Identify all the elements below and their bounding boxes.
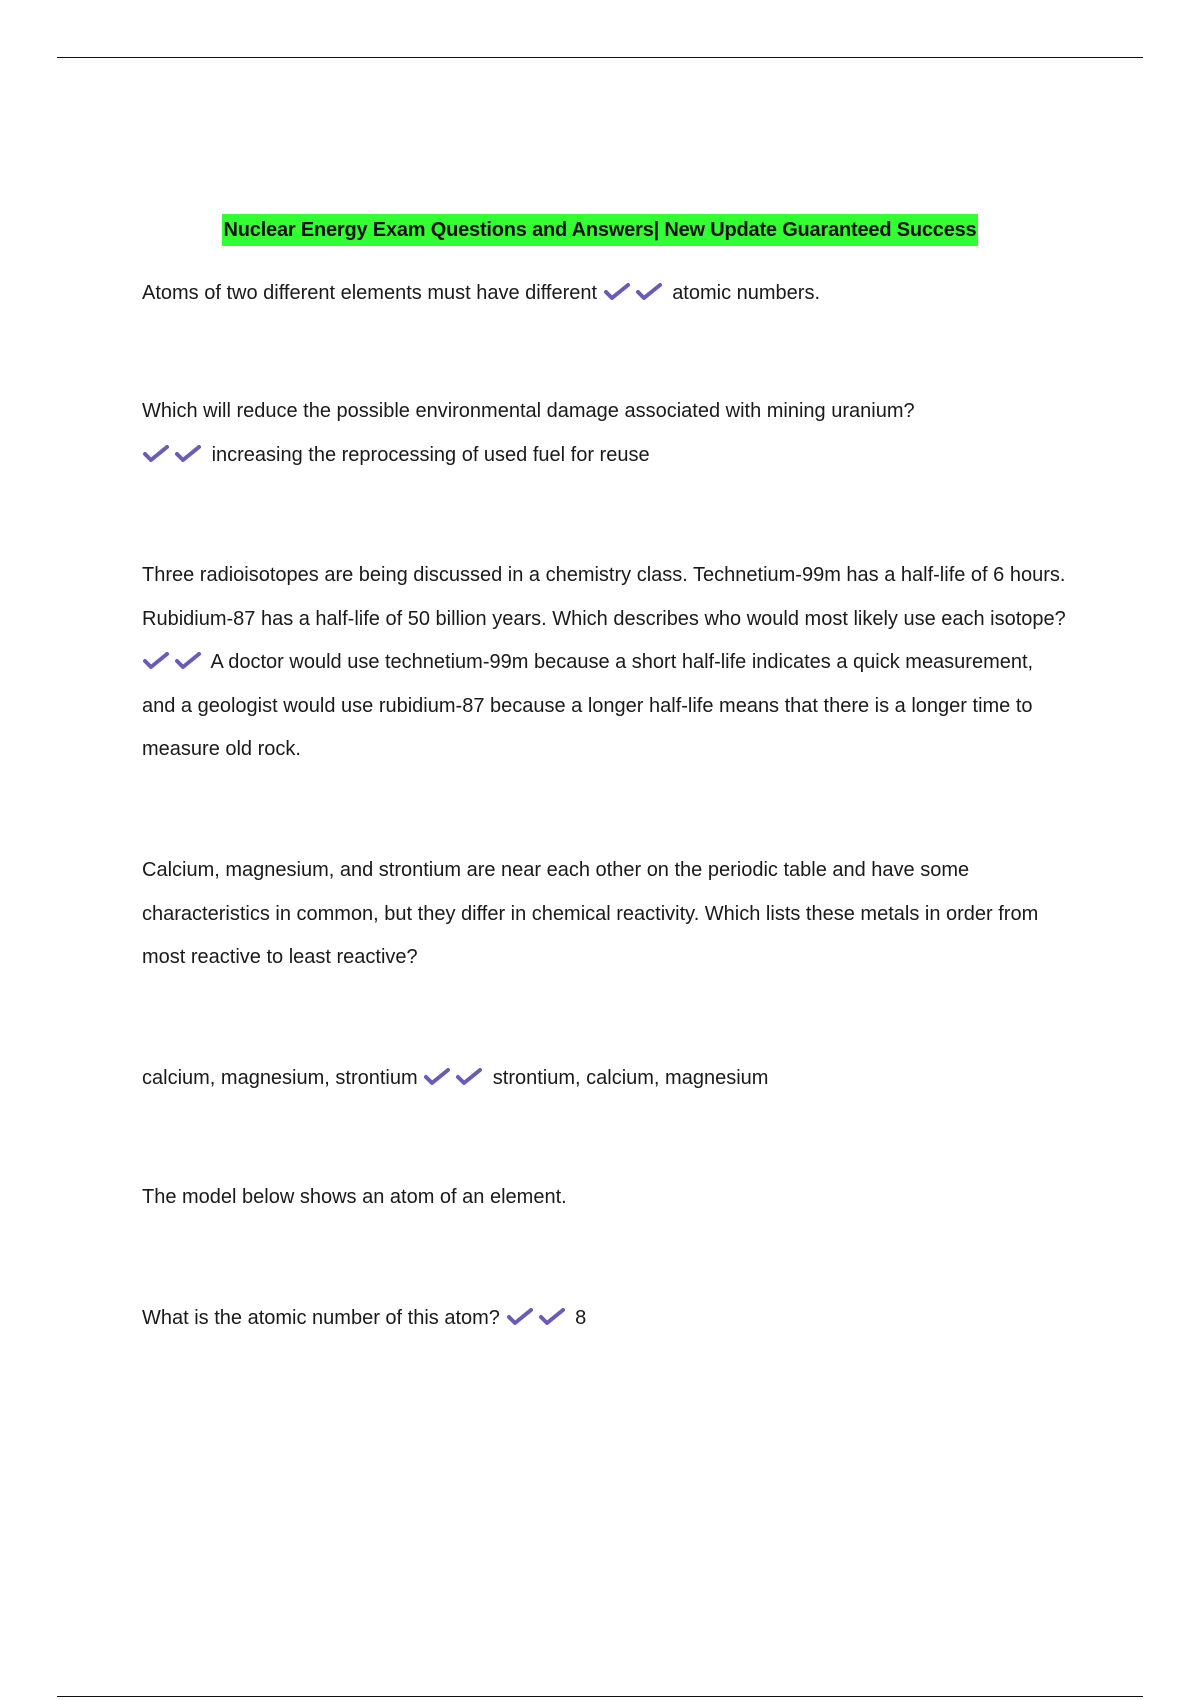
qa-item-4 bbox=[142, 849, 1067, 980]
answer-text: 8 bbox=[575, 1307, 587, 1329]
title-container bbox=[0, 214, 1200, 246]
qa-item-6 bbox=[142, 1176, 1067, 1220]
double-check-icon bbox=[423, 1067, 493, 1089]
double-check-icon bbox=[142, 651, 210, 673]
double-check-icon bbox=[506, 1307, 576, 1329]
footer-rule bbox=[57, 1696, 1143, 1697]
question-text: Atoms of two different elements must have different bbox=[142, 282, 598, 304]
double-check-icon bbox=[142, 444, 212, 466]
question-text: The model below shows an atom of an element. bbox=[142, 1186, 567, 1208]
answer-text: A doctor would use technetium-99m because a short half-life indicates a quick measurement, and a geologist would use rubidium-87 because a longer half-life means that there is a longer time to measure old rock. bbox=[142, 651, 1034, 760]
qa-item-3 bbox=[142, 554, 1067, 772]
answer-text: atomic numbers. bbox=[672, 282, 821, 304]
question-text: Three radioisotopes are being discussed in a chemistry class. Technetium-99m has a half-life of 6 hours. Rubidium-87 has a half-life of 50 billion years. Which describes who would most likely use each isotope? bbox=[142, 564, 1066, 630]
header-rule bbox=[57, 57, 1143, 58]
qa-item-2 bbox=[142, 390, 1067, 477]
qa-item-5 bbox=[142, 1057, 1067, 1101]
qa-item-1 bbox=[142, 272, 1067, 316]
question-text: Which will reduce the possible environmental damage associated with mining uranium? bbox=[142, 400, 915, 422]
answer-text: strontium, calcium, magnesium bbox=[492, 1067, 769, 1089]
question-text: calcium, magnesium, strontium bbox=[142, 1067, 418, 1089]
question-text: Calcium, magnesium, and strontium are near each other on the periodic table and have some characteristics in common, but they differ in chemical reactivity. Which lists these metals in order from most reactive to least reactive? bbox=[142, 859, 1039, 968]
double-check-icon bbox=[603, 282, 673, 304]
qa-item-7 bbox=[142, 1297, 1067, 1341]
question-text: What is the atomic number of this atom? bbox=[142, 1307, 500, 1329]
document-title: Nuclear Energy Exam Questions and Answers| New Update Guaranteed Success bbox=[222, 214, 979, 246]
answer-text: increasing the reprocessing of used fuel for reuse bbox=[211, 443, 650, 466]
